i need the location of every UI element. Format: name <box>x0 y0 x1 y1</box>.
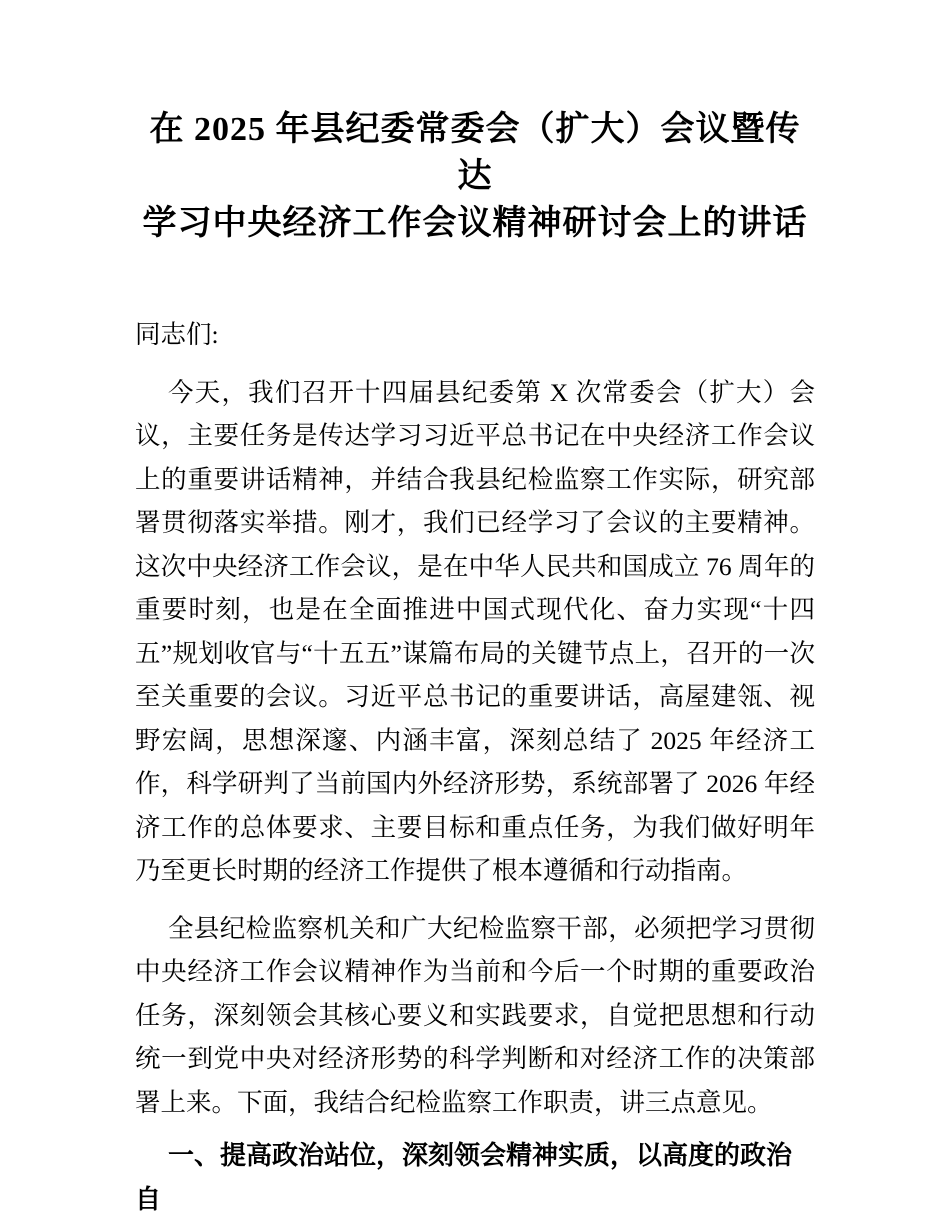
document-title <box>135 106 815 247</box>
body-paragraph-1: 今天，我们召开十四届县纪委第 X 次常委会（扩大）会议，主要任务是传达学习习近平总书记在中央经济工作会议上的重要讲话精神，并结合我县纪检监察工作实际，研究部署贯彻落实举措。刚才，我们已经学习了会议的主要精神。这次中央经济工作会议，是在中华人民共和国成立 76 周年的重要时刻，也是在全面推进中国式现代化、奋力实现“十四五”规划收官与“十五五”谋篇布局的关键节点上，召开的一次至关重要的会议。习近平总书记的重要讲话，高屋建瓴、视野宏阔，思想深邃、内涵丰富，深刻总结了 2025 年经济工作，科学研判了当前国内外经济形势，系统部署了 2026 年经济工作的总体要求、主要目标和重点任务，为我们做好明年乃至更长时期的经济工作提供了根本遵循和行动指南。 <box>135 377 815 885</box>
document-title-line-2: 学习中央经济工作会议精神研讨会上的讲话 <box>142 205 808 242</box>
body-paragraph-2: 全县纪检监察机关和广大纪检监察干部，必须把学习贯彻中央经济工作会议精神作为当前和今后一个时期的重要政治任务，深刻领会其核心要义和实践要求，自觉把思想和行动统一到党中央对经济形势的科学判断和对经济工作的决策部署上来。下面，我结合纪检监察工作职责，讲三点意见。 <box>135 913 815 1117</box>
salutation: 同志们: <box>135 320 219 349</box>
section-heading-1: 一、提高政治站位，深刻领会精神实质，以高度的政治自 <box>135 1140 793 1214</box>
document-title-line-1: 在 2025 年县纪委常委会（扩大）会议暨传达 <box>149 111 801 195</box>
